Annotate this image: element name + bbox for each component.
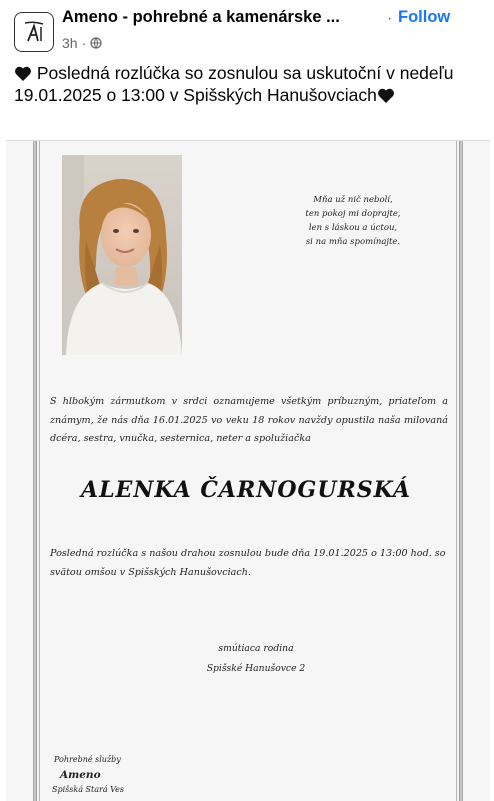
frame-line-right	[456, 141, 457, 801]
obituary-image[interactable]	[6, 140, 490, 801]
poem	[268, 193, 438, 249]
poem-line: si na mňa spomínajte.	[305, 237, 401, 247]
poem-line: len s láskou a úctou,	[308, 223, 398, 233]
post-text	[14, 62, 482, 106]
service-label: Pohrebné služby	[54, 755, 121, 764]
black-heart-icon	[377, 87, 395, 104]
page-avatar[interactable]	[14, 12, 54, 52]
poem-line: Mňa už nič nebolí,	[313, 195, 393, 205]
funeral-details: Posledná rozlúčka s našou drahou zosnulou bude dňa 19.01.2025 o 13:00 hod. so svätou omšou v Spišských Hanušovciach.	[50, 548, 446, 578]
service-logo: Ameno	[60, 769, 101, 781]
ameno-logo-icon	[21, 19, 47, 45]
post-text-body: Posledná rozlúčka so zosnulou sa uskutoční v nedeľu 19.01.2025 o 13:00 v Spišských Hanušovciach	[14, 63, 454, 105]
globe-icon	[90, 37, 102, 49]
portrait-photo	[62, 155, 182, 355]
family-line: smútiaca rodina	[218, 643, 294, 654]
post-header	[0, 0, 494, 62]
page-name[interactable]: Ameno - pohrebné a kamenárske ...	[62, 8, 340, 26]
follow-button[interactable]: Follow	[398, 8, 451, 26]
family-location: Spišské Hanušovce 2	[206, 663, 306, 674]
frame-border-right	[459, 141, 463, 801]
family-signature	[156, 639, 356, 679]
deceased-name: ALENKA ČARNOGURSKÁ	[81, 477, 411, 503]
announcement-text: S hlbokým zármutkom v srdci oznamujeme všetkým príbuzným, priateľom a známym, že nás dňa 16.01.2025 vo veku 18 rokov navždy opustila naša milovaná dcéra, sestra, vnučka, sesternica, neter a spolužiačka	[50, 396, 448, 444]
poem-line: ten pokoj mi doprajte,	[305, 209, 401, 219]
service-location: Spišská Stará Ves	[52, 785, 125, 794]
black-heart-icon	[14, 65, 32, 82]
separator-dot: ·	[387, 10, 393, 27]
frame-border-left	[33, 141, 37, 801]
frame-line-left	[39, 141, 40, 801]
post-time[interactable]: 3h	[62, 35, 78, 51]
post-meta: 3h ·	[62, 35, 102, 51]
